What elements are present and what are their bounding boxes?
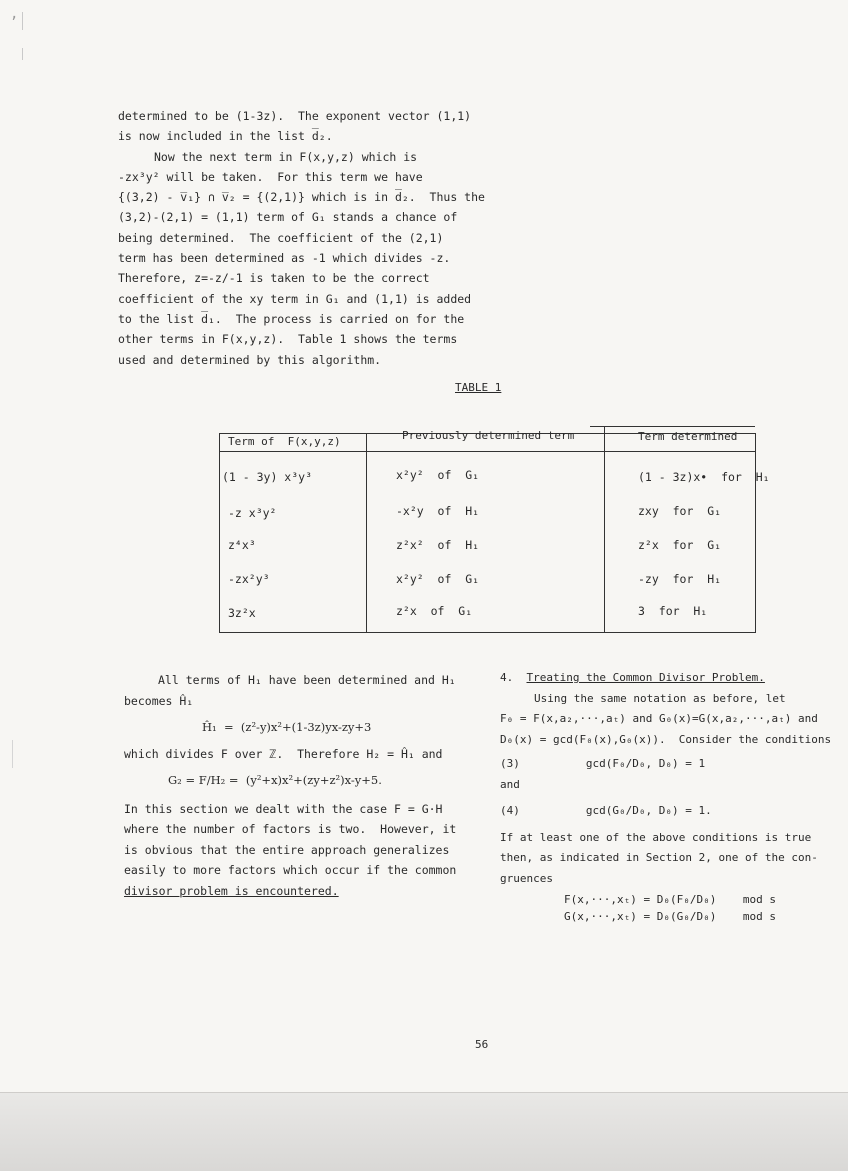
table-cell: 3z²x <box>228 606 256 620</box>
table-cell: -zy for H₁ <box>638 572 722 586</box>
margin-hook-mark: ‚ <box>10 6 19 22</box>
text-line: determined to be (1-3z). The exponent vector (1,1) <box>118 109 472 123</box>
text-line: then, as indicated in Section 2, one of the con- <box>500 851 818 864</box>
right-column <box>500 668 840 925</box>
left-column <box>124 670 457 901</box>
text-line: divisor problem is encountered. <box>124 883 339 898</box>
table-cell: (1 - 3y) x³y³ <box>222 470 313 484</box>
table-cell: z²x of G₁ <box>396 604 473 618</box>
text-line: other terms in F(x,y,z). Table 1 shows the terms <box>118 332 458 347</box>
text-line: gruences <box>500 871 553 885</box>
scan-bottom-edge <box>0 1092 848 1171</box>
text-line: coefficient of the xy term in G₁ and (1,1) is added <box>118 291 472 306</box>
section-number: 4. <box>500 671 514 684</box>
section-heading <box>500 668 840 689</box>
table-header: Previously determined term <box>402 429 575 442</box>
text-line: is obvious that the entire approach generalizes <box>124 842 450 857</box>
condition-label: (3) <box>500 757 520 770</box>
section-title: Treating the Common Divisor Problem. <box>526 671 765 684</box>
column-divider <box>604 426 605 632</box>
column-divider <box>366 434 367 632</box>
text-line: F₀ = F(x,a₂,···,aₜ) and G₀(x)=G(x,a₂,···,aₜ) and <box>500 712 818 725</box>
table-cell: z⁴x³ <box>228 538 256 552</box>
header-divider <box>220 451 755 452</box>
intro-paragraph <box>118 106 485 370</box>
condition-3 <box>500 754 840 775</box>
table-cell: 3 for H₁ <box>638 604 708 618</box>
text-line: being determined. The coefficient of the (2,1) <box>118 230 444 245</box>
text-line: Using the same notation as before, let <box>534 691 786 705</box>
text-line: Therefore, z=-z/-1 is taken to be the correct <box>118 271 430 286</box>
congruence-expression: F(x,···,xₜ) = D₀(F₀/D₀) <box>564 893 717 906</box>
table-cell: -z x³y² <box>228 506 277 520</box>
text-line: Now the next term in F(x,y,z) which is <box>154 149 418 164</box>
condition-expression: gcd(G₀/D₀, D₀) = 1. <box>585 804 712 817</box>
text-line: D₀(x) = gcd(F₀(x),G₀(x)). Consider the conditions <box>500 732 832 746</box>
text-line: where the number of factors is two. However, it <box>124 822 457 836</box>
page-number: 56 <box>475 1038 489 1051</box>
table-cell: x²y² of G₁ <box>396 572 480 586</box>
equation-g2: G₂ = F/H₂ = (y²+x)x²+(zy+z²)x-y+5. <box>168 773 382 787</box>
condition-label: (4) <box>500 804 520 817</box>
margin-tick <box>22 48 23 60</box>
text-line: {(3,2) - v̅₁} ∩ v̅₂ = {(2,1)} which is in d̅₂. Thus the <box>118 190 485 205</box>
table-cell: x²y² of G₁ <box>396 468 480 482</box>
modulus-label: mod s <box>742 910 776 923</box>
text-line: easily to more factors which occur if the common <box>124 863 457 877</box>
table-cell: zxy for G₁ <box>638 504 722 518</box>
equation-h1: Ĥ₁ = (z²-y)x²+(1-3z)yx-zy+3 <box>202 720 372 734</box>
text-line: to the list d̅₁. The process is carried on for the <box>118 311 465 326</box>
table-header: Term determined <box>638 430 738 443</box>
text-line: If at least one of the above conditions is true <box>500 830 812 844</box>
table-top-rule <box>590 426 755 427</box>
table-cell: -zx²y³ <box>228 572 270 586</box>
table-cell: -x²y of H₁ <box>396 504 480 518</box>
text-line: All terms of H₁ have been determined and H₁ <box>158 673 456 687</box>
table-cell: (1 - 3z)x• for H₁ <box>638 470 770 484</box>
table-cell: z²x for G₁ <box>638 538 722 552</box>
text-line: and <box>500 777 520 791</box>
text-line: term has been determined as -1 which divides -z. <box>118 251 451 266</box>
text-line: used and determined by this algorithm. <box>118 352 382 367</box>
table-title: TABLE 1 <box>455 381 502 394</box>
modulus-label: mod s <box>742 893 776 906</box>
condition-expression: gcd(F₀/D₀, D₀) = 1 <box>585 757 706 770</box>
table-header: Term of F(x,y,z) <box>228 435 341 448</box>
table-1 <box>219 429 770 633</box>
congruence-1 <box>500 891 840 908</box>
margin-tick <box>22 12 23 30</box>
text-line: which divides F over ℤ. Therefore H₂ = Ĥ₁ and <box>124 746 443 761</box>
text-line: is now included in the list d̅₂. <box>118 129 333 144</box>
congruence-expression: G(x,···,xₜ) = D₀(G₀/D₀) <box>564 910 717 923</box>
text-line: In this section we dealt with the case F = G·H <box>124 801 443 816</box>
margin-tick <box>12 740 13 768</box>
text-line: becomes Ĥ₁ <box>124 693 194 708</box>
table-cell: z²x² of H₁ <box>396 538 480 552</box>
text-line: (3,2)-(2,1) = (1,1) term of G₁ stands a chance of <box>118 210 458 225</box>
condition-4 <box>500 801 840 822</box>
congruence-2 <box>500 908 840 925</box>
text-line: -zx³y² will be taken. For this term we have <box>118 169 423 184</box>
